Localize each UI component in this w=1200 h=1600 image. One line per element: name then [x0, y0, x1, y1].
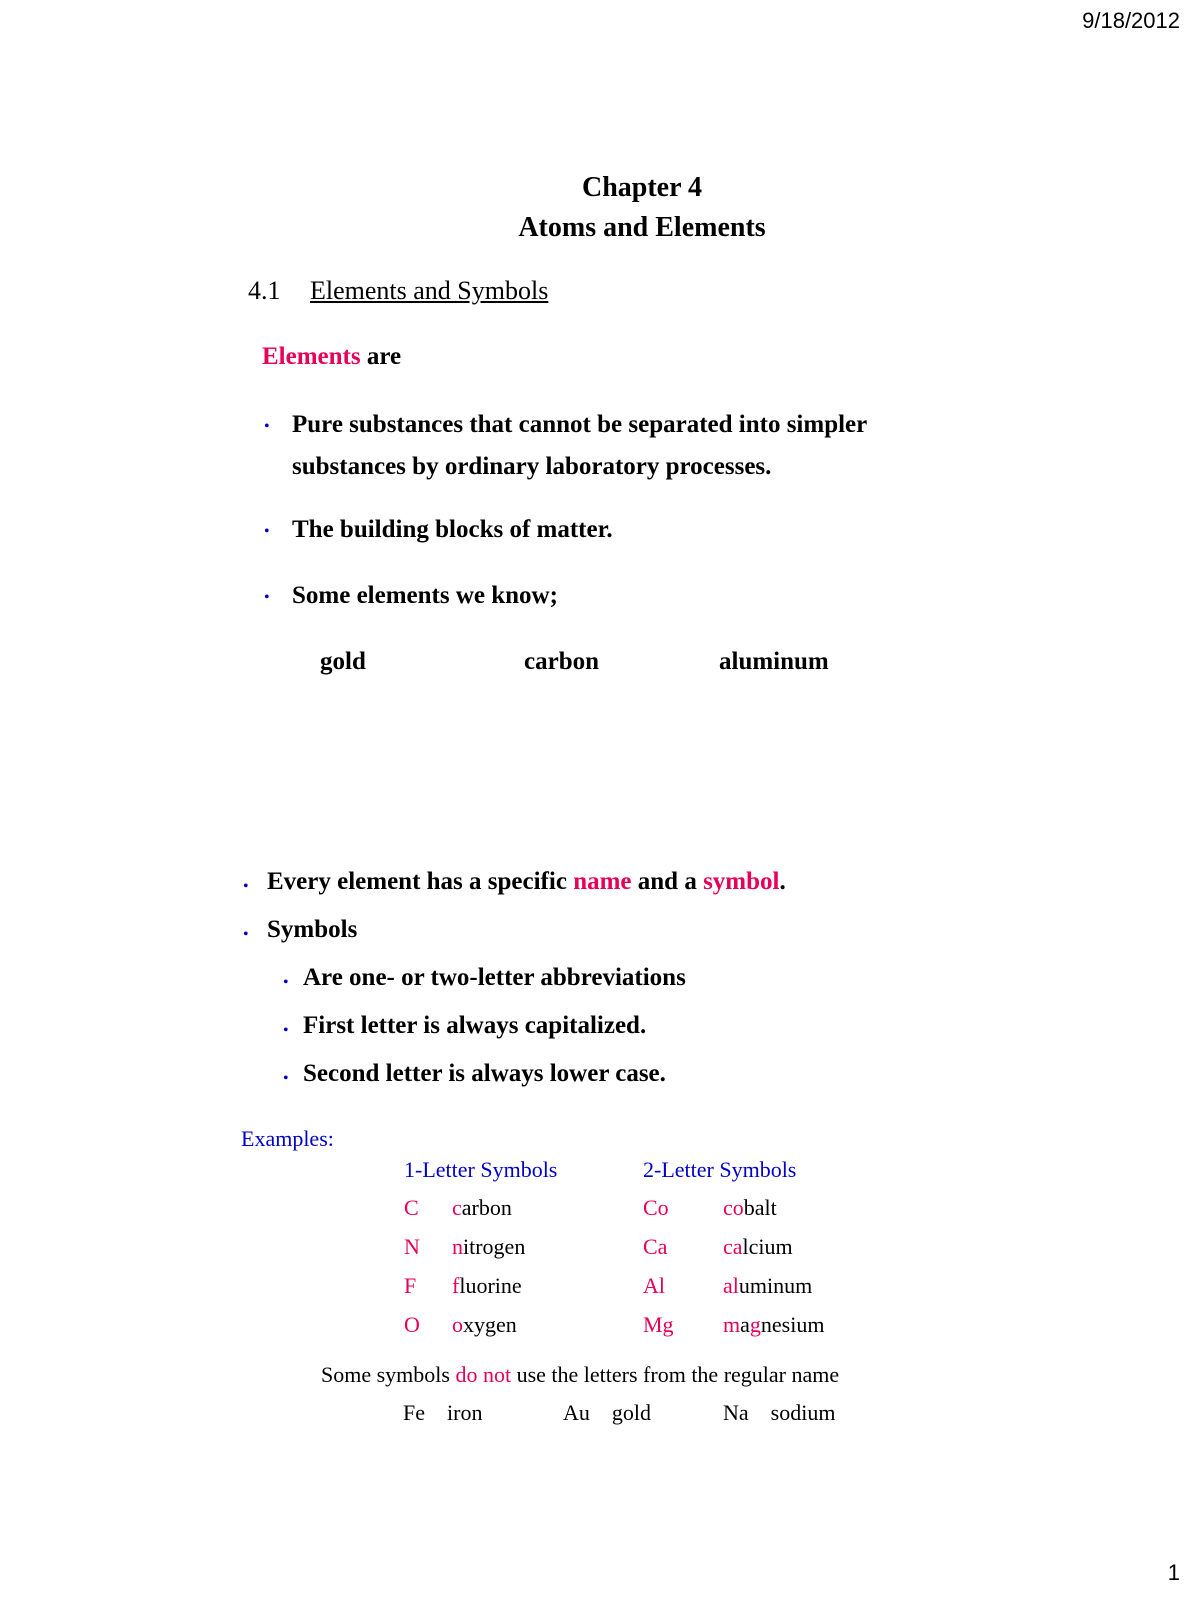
element-name-rest: nesium — [760, 1312, 825, 1337]
note-do-not: do not — [455, 1362, 512, 1387]
element-name-rest: itrogen — [463, 1234, 526, 1259]
section-heading — [248, 276, 548, 306]
element-name-highlight: m — [723, 1312, 741, 1337]
bullet-dot-icon: • — [264, 418, 270, 435]
bullet-definition-line1: Pure substances that cannot be separated into simpler — [292, 411, 868, 438]
element-symbol: Ca — [643, 1234, 668, 1259]
element-symbol: O — [404, 1312, 420, 1337]
bullet-dot-icon: • — [283, 1070, 289, 1087]
sub-bullet-lower-case: Second letter is always lower case. — [303, 1060, 666, 1087]
irregular-pair — [563, 1400, 651, 1426]
element-name-highlight: c — [452, 1195, 462, 1220]
one-letter-row — [404, 1273, 522, 1299]
bullet-symbols: Symbols — [267, 916, 358, 943]
bullet-name-symbol-mid: and a — [631, 868, 704, 895]
term-symbol: symbol — [703, 868, 780, 895]
sub-bullet-capitalized: First letter is always capitalized. — [303, 1012, 647, 1039]
bullet-name-symbol — [267, 868, 786, 896]
irregular-pair — [403, 1400, 482, 1426]
note-pre: Some symbols — [321, 1362, 456, 1387]
irregular-symbol: Au — [563, 1400, 590, 1425]
bullet-known-elements: Some elements we know; — [292, 582, 558, 609]
element-name-rest: arbon — [461, 1195, 512, 1220]
element-name-rest: lcium — [742, 1234, 793, 1259]
one-letter-row — [404, 1312, 517, 1338]
bullet-name-symbol-pre: Every element has a specific — [267, 868, 574, 895]
bullet-dot-icon: • — [264, 523, 270, 540]
irregular-symbol: Fe — [403, 1400, 425, 1425]
bullet-dot-icon: • — [264, 589, 270, 606]
bullet-dot-icon: • — [243, 926, 249, 943]
irregular-symbols-note — [321, 1362, 839, 1388]
two-letter-row — [643, 1195, 777, 1221]
element-name-highlight: al — [723, 1273, 739, 1298]
element-name-mid: a — [740, 1312, 750, 1337]
page-date: 9/18/2012 — [1082, 8, 1180, 33]
element-symbol: Al — [643, 1273, 665, 1298]
element-name-rest: luorine — [459, 1273, 522, 1298]
one-letter-header: 1-Letter Symbols — [404, 1157, 558, 1182]
elements-lead-rest: are — [360, 343, 402, 370]
elements-term: Elements — [262, 343, 361, 370]
element-name-highlight: f — [452, 1273, 460, 1298]
element-name-highlight: ca — [723, 1234, 743, 1259]
element-symbol: C — [404, 1195, 419, 1220]
elements-lead — [262, 343, 401, 371]
one-letter-row — [404, 1234, 525, 1260]
irregular-pair — [723, 1400, 835, 1426]
irregular-name: iron — [447, 1400, 483, 1425]
element-symbol: N — [404, 1234, 420, 1259]
irregular-name: sodium — [770, 1400, 836, 1425]
two-letter-row — [643, 1234, 793, 1260]
known-element-aluminum: aluminum — [719, 648, 829, 675]
element-symbol: F — [404, 1273, 417, 1298]
known-element-gold: gold — [320, 648, 366, 675]
two-letter-header: 2-Letter Symbols — [643, 1157, 797, 1182]
bullet-dot-icon: • — [283, 1022, 289, 1039]
element-name-highlight: co — [723, 1195, 744, 1220]
element-name-highlight: n — [452, 1234, 463, 1259]
sub-bullet-abbreviations: Are one- or two-letter abbreviations — [303, 964, 686, 991]
element-symbol: Mg — [643, 1312, 674, 1337]
element-name-highlight: o — [452, 1312, 463, 1337]
element-symbol: Co — [643, 1195, 669, 1220]
irregular-name: gold — [611, 1400, 652, 1425]
page-number: 1 — [1167, 1560, 1180, 1585]
note-post: use the letters from the regular name — [511, 1362, 840, 1387]
element-name-rest: uminum — [738, 1273, 813, 1298]
bullet-building-blocks: The building blocks of matter. — [292, 516, 613, 543]
element-name-rest: xygen — [463, 1312, 517, 1337]
bullet-definition — [292, 404, 867, 488]
bullet-definition-line2: substances by ordinary laboratory processes. — [292, 453, 772, 480]
term-name: name — [573, 868, 632, 895]
bullet-dot-icon: • — [283, 974, 289, 991]
irregular-symbol: Na — [723, 1400, 749, 1425]
one-letter-row — [404, 1195, 512, 1221]
chapter-subtitle: Atoms and Elements — [518, 212, 766, 243]
examples-label: Examples: — [241, 1126, 334, 1151]
section-number: 4.1 — [248, 276, 281, 305]
two-letter-row — [643, 1312, 824, 1338]
bullet-name-symbol-post: . — [779, 868, 786, 895]
known-element-carbon: carbon — [524, 648, 599, 675]
section-title: Elements and Symbols — [310, 276, 549, 305]
bullet-dot-icon: • — [243, 878, 249, 895]
chapter-title: Chapter 4 — [581, 172, 703, 203]
two-letter-row — [643, 1273, 812, 1299]
element-name-highlight-2: g — [749, 1312, 761, 1337]
element-name-rest: balt — [743, 1195, 777, 1220]
